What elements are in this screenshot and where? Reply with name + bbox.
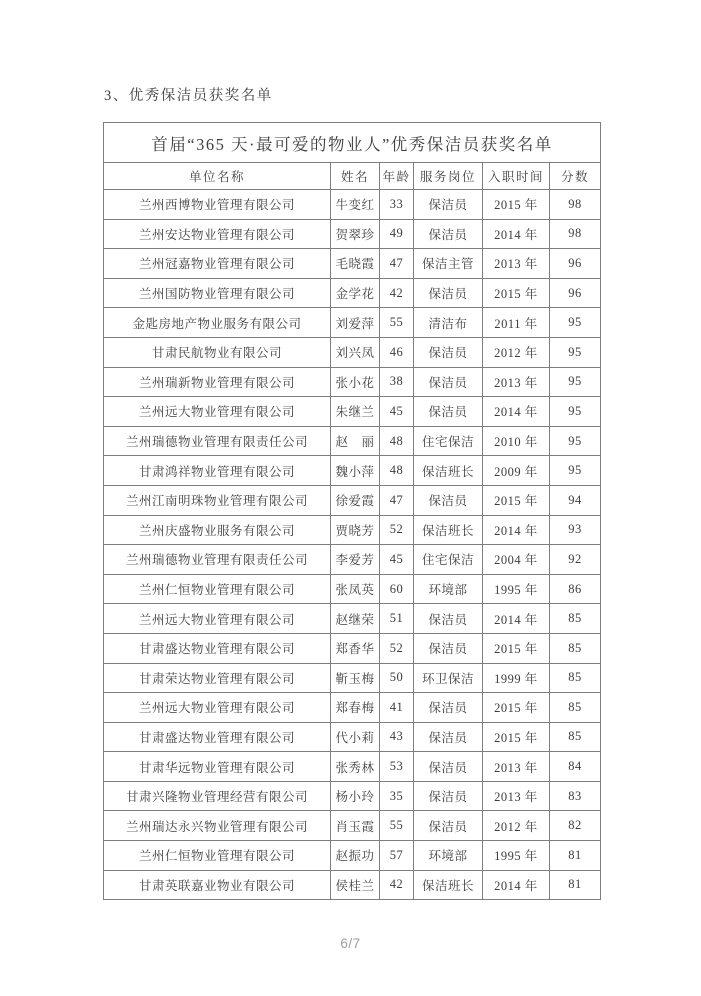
table-cell-age: 52 <box>380 633 414 663</box>
table-cell-hire-year: 2011 年 <box>483 308 550 338</box>
table-cell-position: 保洁员 <box>414 367 483 397</box>
table-cell-name: 朱继兰 <box>331 397 380 427</box>
table-cell-company: 兰州西博物业管理有限公司 <box>104 190 331 220</box>
table-cell-company: 甘肃盛达物业管理有限公司 <box>104 633 331 663</box>
table-row <box>104 485 601 515</box>
table-cell-score: 95 <box>550 337 601 367</box>
table-body <box>104 190 601 900</box>
table-cell-name: 刘兴凤 <box>331 337 380 367</box>
table-cell-name: 代小莉 <box>331 722 380 752</box>
table-cell-hire-year: 2014 年 <box>483 515 550 545</box>
table-cell-name: 肖玉霞 <box>331 811 380 841</box>
table-row <box>104 337 601 367</box>
table-cell-company: 兰州庆盛物业服务有限公司 <box>104 515 331 545</box>
table-cell-position: 环境部 <box>414 574 483 604</box>
table-cell-name: 赵振功 <box>331 841 380 871</box>
table-cell-hire-year: 2014 年 <box>483 870 550 900</box>
table-cell-age: 52 <box>380 515 414 545</box>
table-cell-company: 兰州仁恒物业管理有限公司 <box>104 574 331 604</box>
table-cell-company: 兰州远大物业管理有限公司 <box>104 604 331 634</box>
table-cell-name: 刘爱萍 <box>331 308 380 338</box>
table-cell-name: 赵继荣 <box>331 604 380 634</box>
table-cell-score: 96 <box>550 278 601 308</box>
table-cell-age: 48 <box>380 456 414 486</box>
table-cell-score: 81 <box>550 870 601 900</box>
table-cell-hire-year: 1995 年 <box>483 574 550 604</box>
table-row <box>104 604 601 634</box>
table-cell-company: 金匙房地产物业服务有限公司 <box>104 308 331 338</box>
table-cell-score: 85 <box>550 663 601 693</box>
table-cell-age: 49 <box>380 219 414 249</box>
table-cell-age: 53 <box>380 752 414 782</box>
table-cell-company: 兰州远大物业管理有限公司 <box>104 397 331 427</box>
table-cell-score: 81 <box>550 841 601 871</box>
table-cell-score: 95 <box>550 397 601 427</box>
table-row <box>104 426 601 456</box>
table-cell-position: 保洁班长 <box>414 456 483 486</box>
table-cell-position: 保洁员 <box>414 485 483 515</box>
table-cell-age: 50 <box>380 663 414 693</box>
table-cell-position: 保洁员 <box>414 752 483 782</box>
table-cell-hire-year: 2012 年 <box>483 337 550 367</box>
table-cell-name: 徐爱霞 <box>331 485 380 515</box>
table-cell-hire-year: 1999 年 <box>483 663 550 693</box>
table-cell-hire-year: 2013 年 <box>483 367 550 397</box>
table-cell-score: 98 <box>550 219 601 249</box>
table-cell-company: 兰州瑞德物业管理有限责任公司 <box>104 426 331 456</box>
table-cell-position: 保洁员 <box>414 781 483 811</box>
table-cell-name: 侯桂兰 <box>331 870 380 900</box>
table-cell-hire-year: 2015 年 <box>483 190 550 220</box>
table-cell-age: 47 <box>380 485 414 515</box>
table-cell-hire-year: 1995 年 <box>483 841 550 871</box>
table-cell-company: 甘肃鸿祥物业管理有限公司 <box>104 456 331 486</box>
table-cell-name: 张凤英 <box>331 574 380 604</box>
table-cell-position: 保洁员 <box>414 397 483 427</box>
table-cell-position: 保洁员 <box>414 337 483 367</box>
table-row <box>104 811 601 841</box>
table-cell-name: 牛变红 <box>331 190 380 220</box>
table-cell-score: 85 <box>550 604 601 634</box>
table-cell-age: 60 <box>380 574 414 604</box>
table-cell-position: 清洁布 <box>414 308 483 338</box>
table-cell-age: 38 <box>380 367 414 397</box>
section-heading: 3、优秀保洁员获奖名单 <box>104 88 273 104</box>
table-cell-company: 兰州瑞新物业管理有限公司 <box>104 367 331 397</box>
table-cell-company: 甘肃盛达物业管理有限公司 <box>104 722 331 752</box>
table-cell-name: 靳玉梅 <box>331 663 380 693</box>
table-cell-hire-year: 2015 年 <box>483 278 550 308</box>
table-row <box>104 278 601 308</box>
table-cell-hire-year: 2015 年 <box>483 693 550 723</box>
table-cell-company: 兰州瑞达永兴物业管理有限公司 <box>104 811 331 841</box>
table-row <box>104 752 601 782</box>
table-cell-hire-year: 2012 年 <box>483 811 550 841</box>
table-cell-company: 兰州江南明珠物业管理有限公司 <box>104 485 331 515</box>
table-cell-score: 86 <box>550 574 601 604</box>
table-cell-position: 住宅保洁 <box>414 545 483 575</box>
table-cell-position: 保洁班长 <box>414 870 483 900</box>
table-cell-age: 42 <box>380 278 414 308</box>
table-cell-hire-year: 2010 年 <box>483 426 550 456</box>
table-row <box>104 456 601 486</box>
table-cell-position: 保洁员 <box>414 190 483 220</box>
table-cell-score: 93 <box>550 515 601 545</box>
award-table <box>103 122 601 900</box>
table-cell-company: 甘肃兴隆物业管理经营有限公司 <box>104 781 331 811</box>
table-cell-hire-year: 2004 年 <box>483 545 550 575</box>
table-cell-age: 55 <box>380 308 414 338</box>
table-row <box>104 722 601 752</box>
table-cell-score: 95 <box>550 367 601 397</box>
table-cell-company: 甘肃华远物业管理有限公司 <box>104 752 331 782</box>
table-cell-name: 张小花 <box>331 367 380 397</box>
table-cell-score: 84 <box>550 752 601 782</box>
table-cell-position: 保洁员 <box>414 693 483 723</box>
table-row <box>104 515 601 545</box>
table-cell-score: 82 <box>550 811 601 841</box>
table-row <box>104 219 601 249</box>
table-cell-score: 95 <box>550 456 601 486</box>
table-cell-score: 85 <box>550 633 601 663</box>
table-cell-position: 保洁员 <box>414 633 483 663</box>
table-cell-score: 98 <box>550 190 601 220</box>
table-row <box>104 397 601 427</box>
table-cell-age: 46 <box>380 337 414 367</box>
table-cell-name: 金学花 <box>331 278 380 308</box>
table-cell-name: 张秀林 <box>331 752 380 782</box>
table-cell-hire-year: 2015 年 <box>483 485 550 515</box>
table-cell-position: 环境部 <box>414 841 483 871</box>
table-row <box>104 190 601 220</box>
table-row <box>104 574 601 604</box>
table-cell-hire-year: 2014 年 <box>483 397 550 427</box>
table-cell-company: 兰州安达物业管理有限公司 <box>104 219 331 249</box>
table-header-row <box>104 163 601 190</box>
table-cell-hire-year: 2013 年 <box>483 249 550 279</box>
table-cell-company: 兰州国防物业管理有限公司 <box>104 278 331 308</box>
table-row <box>104 367 601 397</box>
table-cell-score: 94 <box>550 485 601 515</box>
table-cell-age: 33 <box>380 190 414 220</box>
table-cell-age: 42 <box>380 870 414 900</box>
column-header-age: 年龄 <box>380 163 414 190</box>
table-row <box>104 308 601 338</box>
table-title: 首届“365 天·最可爱的物业人”优秀保洁员获奖名单 <box>104 123 601 163</box>
table-cell-name: 李爱芳 <box>331 545 380 575</box>
table-cell-age: 35 <box>380 781 414 811</box>
page-number: 6/7 <box>340 936 361 951</box>
table-cell-position: 保洁员 <box>414 219 483 249</box>
table-cell-company: 兰州瑞德物业管理有限责任公司 <box>104 545 331 575</box>
table-cell-hire-year: 2009 年 <box>483 456 550 486</box>
table-cell-score: 85 <box>550 722 601 752</box>
table-cell-age: 45 <box>380 545 414 575</box>
table-cell-name: 贾晓芳 <box>331 515 380 545</box>
table-cell-hire-year: 2013 年 <box>483 781 550 811</box>
table-cell-name: 郑春梅 <box>331 693 380 723</box>
table-row <box>104 545 601 575</box>
table-cell-company: 甘肃英联嘉业物业有限公司 <box>104 870 331 900</box>
table-cell-hire-year: 2015 年 <box>483 633 550 663</box>
table-cell-age: 45 <box>380 397 414 427</box>
table-cell-score: 96 <box>550 249 601 279</box>
column-header-position: 服务岗位 <box>414 163 483 190</box>
column-header-company: 单位名称 <box>104 163 331 190</box>
column-header-score: 分数 <box>550 163 601 190</box>
table-cell-score: 95 <box>550 426 601 456</box>
table-cell-name: 贺翠珍 <box>331 219 380 249</box>
table-cell-age: 47 <box>380 249 414 279</box>
table-row <box>104 633 601 663</box>
table-cell-position: 保洁员 <box>414 811 483 841</box>
table-cell-position: 保洁员 <box>414 722 483 752</box>
table-cell-hire-year: 2013 年 <box>483 752 550 782</box>
table-row <box>104 870 601 900</box>
table-cell-company: 兰州仁恒物业管理有限公司 <box>104 841 331 871</box>
table-cell-age: 55 <box>380 811 414 841</box>
table-cell-hire-year: 2014 年 <box>483 219 550 249</box>
table-cell-age: 43 <box>380 722 414 752</box>
table-cell-position: 住宅保洁 <box>414 426 483 456</box>
table-cell-score: 85 <box>550 693 601 723</box>
table-cell-score: 83 <box>550 781 601 811</box>
table-row <box>104 693 601 723</box>
table-row <box>104 841 601 871</box>
table-cell-company: 甘肃民航物业有限公司 <box>104 337 331 367</box>
table-cell-score: 92 <box>550 545 601 575</box>
table-cell-score: 95 <box>550 308 601 338</box>
table-row <box>104 781 601 811</box>
table-cell-company: 兰州冠嘉物业管理有限公司 <box>104 249 331 279</box>
column-header-hire-year: 入职时间 <box>483 163 550 190</box>
table-cell-name: 赵 丽 <box>331 426 380 456</box>
table-cell-name: 杨小玲 <box>331 781 380 811</box>
table-cell-position: 保洁员 <box>414 604 483 634</box>
table-cell-position: 保洁员 <box>414 278 483 308</box>
table-cell-position: 保洁主管 <box>414 249 483 279</box>
table-row <box>104 249 601 279</box>
column-header-name: 姓名 <box>331 163 380 190</box>
table-cell-name: 魏小萍 <box>331 456 380 486</box>
table-cell-name: 郑香华 <box>331 633 380 663</box>
table-cell-position: 环卫保洁 <box>414 663 483 693</box>
table-cell-hire-year: 2014 年 <box>483 604 550 634</box>
table-cell-name: 毛晓霞 <box>331 249 380 279</box>
table-cell-age: 41 <box>380 693 414 723</box>
table-cell-age: 51 <box>380 604 414 634</box>
table-cell-company: 兰州远大物业管理有限公司 <box>104 693 331 723</box>
table-cell-age: 48 <box>380 426 414 456</box>
table-cell-hire-year: 2015 年 <box>483 722 550 752</box>
table-cell-age: 57 <box>380 841 414 871</box>
table-title-row <box>104 123 601 163</box>
table-cell-position: 保洁班长 <box>414 515 483 545</box>
table-cell-company: 甘肃荣达物业管理有限公司 <box>104 663 331 693</box>
table-row <box>104 663 601 693</box>
